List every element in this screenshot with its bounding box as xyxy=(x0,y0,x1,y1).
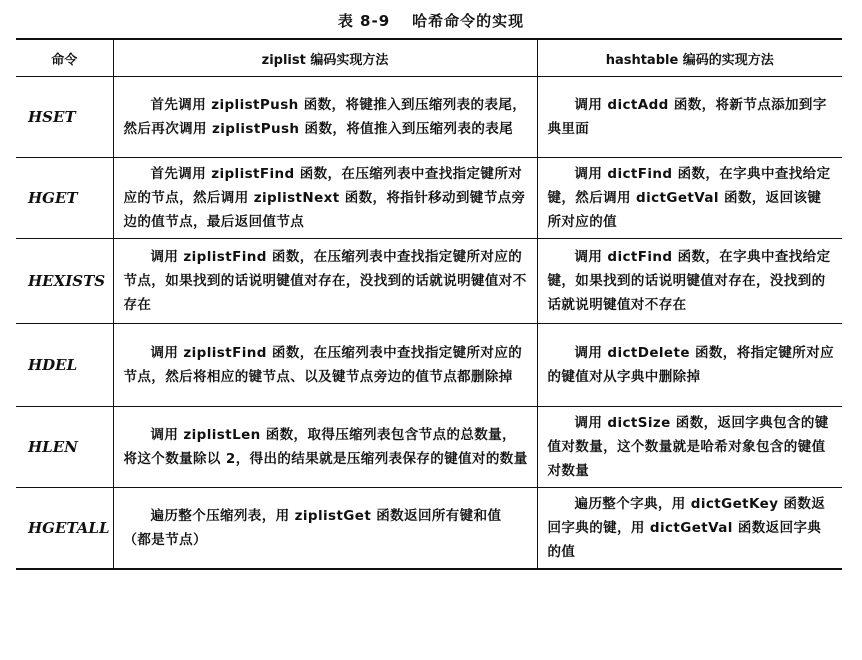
ziplist-cell xyxy=(113,158,537,239)
command-cell: HGET xyxy=(16,158,113,239)
table-caption xyxy=(0,10,862,31)
ziplist-cell xyxy=(113,239,537,324)
ziplist-description: 调用 ziplistFind 函数，在压缩列表中查找指定键所对应的节点，如果找到的话说明键值对存在，没找到的话就说明键值对不存在 xyxy=(123,249,527,313)
hashtable-cell xyxy=(537,488,842,570)
table-row xyxy=(16,488,842,570)
header-row xyxy=(16,39,842,77)
ziplist-description: 调用 ziplistFind 函数，在压缩列表中查找指定键所对应的节点，然后将相应的键节点、以及键节点旁边的值节点都删除掉 xyxy=(123,345,523,385)
ziplist-cell xyxy=(113,77,537,158)
ziplist-description: 遍历整个压缩列表，用 ziplistGet 函数返回所有键和值（都是节点） xyxy=(123,508,502,548)
table-row xyxy=(16,324,842,407)
command-cell: HDEL xyxy=(16,324,113,407)
hashtable-cell xyxy=(537,324,842,407)
hashtable-description: 遍历整个字典，用 dictGetKey 函数返回字典的键，用 dictGetVal 函数返回字典的值 xyxy=(547,496,826,560)
hashtable-cell xyxy=(537,239,842,324)
hash-commands-table xyxy=(16,38,842,570)
table-row xyxy=(16,158,842,239)
header-command: 命令 xyxy=(16,39,113,77)
table-number: 表 8-9 xyxy=(337,12,391,30)
header-ziplist: ziplist 编码实现方法 xyxy=(113,39,537,77)
hashtable-cell xyxy=(537,407,842,488)
command-cell: HSET xyxy=(16,77,113,158)
ziplist-description: 首先调用 ziplistPush 函数，将键推入到压缩列表的表尾，然后再次调用 ziplistPush 函数，将值推入到压缩列表的表尾 xyxy=(123,97,527,137)
command-cell: HEXISTS xyxy=(16,239,113,324)
hashtable-cell xyxy=(537,158,842,239)
hashtable-description: 调用 dictAdd 函数，将新节点添加到字典里面 xyxy=(547,97,827,137)
hashtable-description: 调用 dictFind 函数，在字典中查找给定键，如果找到的话说明键值对存在，没找到的话就说明键值对不存在 xyxy=(547,249,831,313)
ziplist-cell xyxy=(113,407,537,488)
ziplist-description: 首先调用 ziplistFind 函数，在压缩列表中查找指定键所对应的节点，然后调用 ziplistNext 函数，将指针移动到键节点旁边的值节点，最后返回值节点 xyxy=(123,166,526,230)
hashtable-description: 调用 dictDelete 函数，将指定键所对应的键值对从字典中删除掉 xyxy=(547,345,835,385)
command-cell: HGETALL xyxy=(16,488,113,570)
hashtable-description: 调用 dictSize 函数，返回字典包含的键值对数量，这个数量就是哈希对象包含的键值对数量 xyxy=(547,415,829,479)
ziplist-cell xyxy=(113,488,537,570)
command-cell: HLEN xyxy=(16,407,113,488)
header-hashtable: hashtable 编码的实现方法 xyxy=(537,39,842,77)
hashtable-cell xyxy=(537,77,842,158)
table-title: 哈希命令的实现 xyxy=(412,12,525,30)
table-row xyxy=(16,239,842,324)
table-row xyxy=(16,407,842,488)
ziplist-description: 调用 ziplistLen 函数，取得压缩列表包含节点的总数量，将这个数量除以 2，得出的结果就是压缩列表保存的键值对的数量 xyxy=(123,427,528,467)
table-row xyxy=(16,77,842,158)
hashtable-description: 调用 dictFind 函数，在字典中查找给定键，然后调用 dictGetVal 函数，返回该键所对应的值 xyxy=(547,166,831,230)
ziplist-cell xyxy=(113,324,537,407)
